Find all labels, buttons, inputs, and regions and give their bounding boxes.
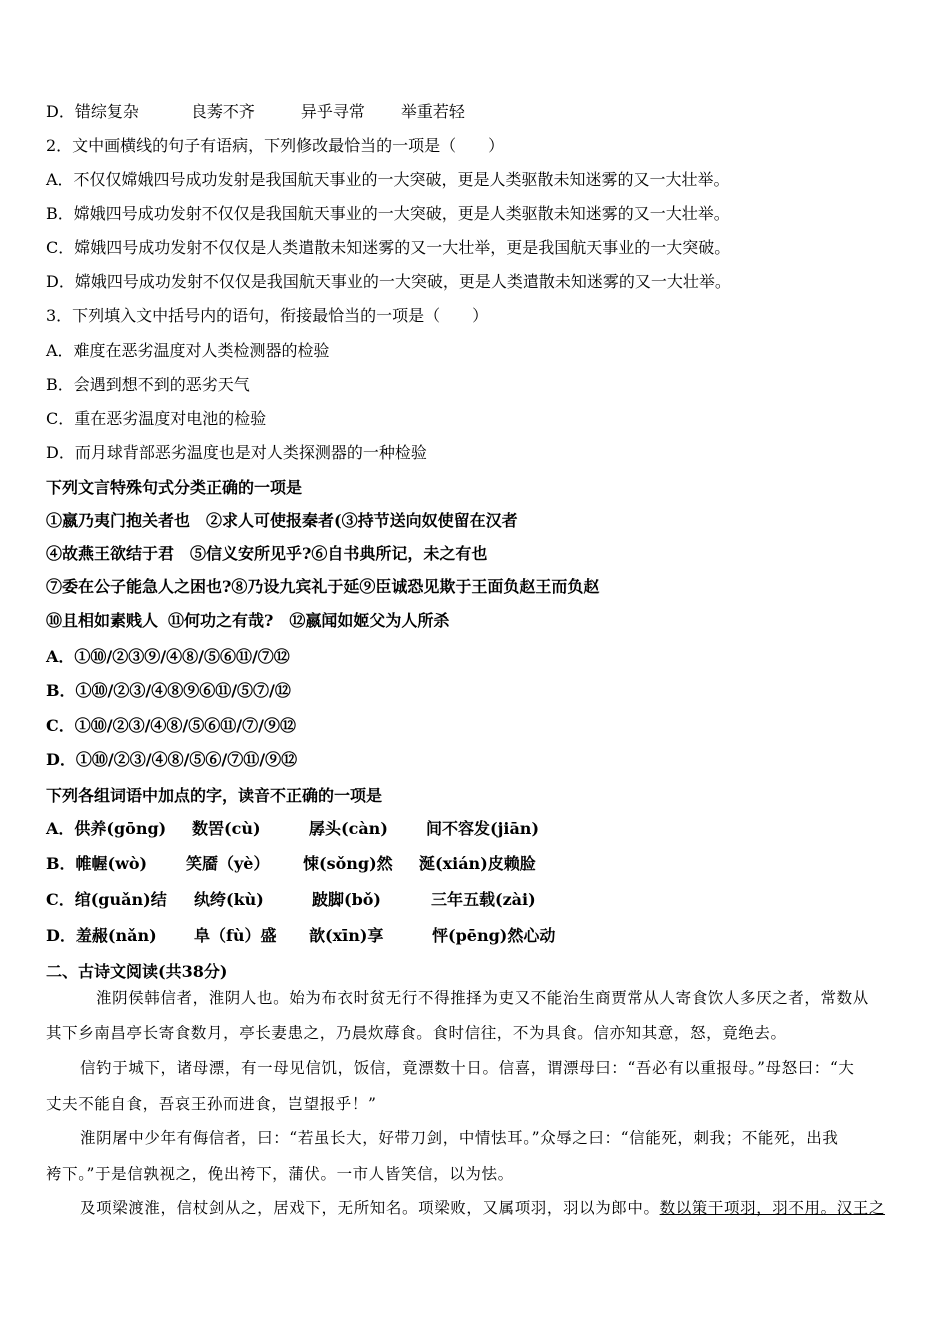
q4-option-c: C．①⑩/②③/④⑧/⑤⑥⑪/⑦/⑨⑫ xyxy=(46,716,296,735)
q5-option-b xyxy=(46,854,536,874)
section-heading: 二、古诗文阅读(共38分) xyxy=(46,962,228,981)
q1-option-d-label: D．错综复杂 xyxy=(46,102,139,121)
q2-option-c: C．嫦娥四号成功发射不仅仅是人类遣散未知迷雾的又一大壮举，更是我国航天事业的一大突破。 xyxy=(46,238,731,257)
q3-option-a: A．难度在恶劣温度对人类检测器的检验 xyxy=(46,341,330,360)
q5-d-word4: 怦(pēng)然心动 xyxy=(432,926,556,945)
q2-option-b: B．嫦娥四号成功发射不仅仅是我国航天事业的一大突破，更是人类驱散未知迷雾的又一大壮举。 xyxy=(46,204,730,223)
passage-p1-line1: 淮阴侯韩信者，淮阴人也。始为布衣时贫无行不得推择为吏又不能治生商贾常从人寄食饮人多厌之者，常数从 xyxy=(96,989,869,1007)
q5-c-word1: C．绾(guǎn)结 xyxy=(46,890,167,909)
q4-option-d: D．①⑩/②③/④⑧/⑤⑥/⑦⑪/⑨⑫ xyxy=(46,750,298,769)
q5-c-word3: 跛脚(bǒ) xyxy=(312,890,382,909)
passage-p2-line2: 丈夫不能自食，吾哀王孙而进食，岂望报乎！” xyxy=(46,1095,377,1113)
q5-b-word4: 涎(xián)皮赖脸 xyxy=(419,854,536,873)
q2-option-d: D．嫦娥四号成功发射不仅仅是我国航天事业的一大突破，更是人类遣散未知迷雾的又一大壮举。 xyxy=(46,272,731,291)
q1-option-d xyxy=(46,102,465,122)
q5-d-word1: D．羞赧(nǎn) xyxy=(46,926,157,945)
q5-b-word1: B．帷幄(wò) xyxy=(46,854,148,873)
passage-p1-line2: 其下乡南昌亭长寄食数月，亭长妻患之，乃晨炊蓐食。食时信往，不为具食。信亦知其意，怒，竟绝去。 xyxy=(46,1024,787,1042)
q3-option-d: D．而月球背部恶劣温度也是对人类探测器的一种检验 xyxy=(46,443,427,462)
q5-c-word4: 三年五载(zài) xyxy=(431,890,536,909)
q4-row1-a: ①嬴乃夷门抱关者也 xyxy=(46,511,191,530)
q5-b-word3: 悚(sǒng)然 xyxy=(303,854,393,873)
passage-p3-line1: 淮阴屠中少年有侮信者，曰：“若虽长大，好带刀剑，中情怯耳。”众辱之曰：“信能死，刺我；不能死，出我 xyxy=(80,1129,839,1147)
q5-c-word2: 纨绔(kù) xyxy=(194,890,264,909)
passage-p3-line2: 袴下。”于是信孰视之，俛出袴下，蒲伏。一市人皆笑信，以为怯。 xyxy=(46,1165,514,1183)
q3-option-b: B．会遇到想不到的恶劣天气 xyxy=(46,375,250,394)
q5-option-a xyxy=(46,819,539,839)
q4-row2-b: ⑤信义安所见乎?⑥自书典所记，未之有也 xyxy=(190,544,488,563)
q1-option-d-word3: 异乎寻常 xyxy=(300,102,365,121)
q1-option-d-word4: 举重若轻 xyxy=(400,102,465,121)
q2-option-a: A．不仅仅嫦娥四号成功发射是我国航天事业的一大突破，更是人类驱散未知迷雾的又一大壮举。 xyxy=(46,170,730,189)
q3-stem: 3．下列填入文中括号内的语句，衔接最恰当的一项是（ ） xyxy=(46,306,489,325)
q5-a-word3: 孱头(càn) xyxy=(309,819,388,838)
q4-option-b: B．①⑩/②③/④⑧⑨⑥⑪/⑤⑦/⑫ xyxy=(46,681,291,700)
q4-sentence-row xyxy=(46,544,487,564)
q4-sentence-row xyxy=(46,577,599,597)
q5-stem: 下列各组词语中加点的字，读音不正确的一项是 xyxy=(46,786,383,805)
q5-option-d xyxy=(46,926,555,946)
q4-stem: 下列文言特殊句式分类正确的一项是 xyxy=(46,478,303,497)
q4-row4-b: ⑪何功之有哉? ⑫嬴闻如姬父为人所杀 xyxy=(168,611,450,630)
q4-row1-b: ②求人可使报秦者(③持节送向奴使留在汉者 xyxy=(206,511,518,530)
q4-row4-a: ⑩且相如素贱人 xyxy=(46,611,159,630)
q5-b-word2: 笑靥（yè） xyxy=(186,854,270,873)
q5-option-c xyxy=(46,890,536,910)
q5-d-word2: 阜（fù）盛 xyxy=(194,926,277,945)
passage-p2-line1: 信钓于城下，诸母漂，有一母见信饥，饭信，竟漂数十日。信喜，谓漂母曰：“吾必有以重报母。”母怒曰：“大 xyxy=(80,1059,855,1077)
q1-option-d-word2: 良莠不齐 xyxy=(190,102,255,121)
underlined-sentence: 数以策干项羽，羽不用。汉王之 xyxy=(659,1199,886,1217)
q5-d-word3: 歆(xīn)享 xyxy=(309,926,384,945)
q4-row3-a: ⑦委在公子能急人之困也?⑧乃设九宾礼于延⑨臣诚恐见欺于王面负赵王而负赵 xyxy=(46,577,600,596)
passage-p4-line1 xyxy=(80,1198,885,1218)
q5-a-word2: 数罟(cù) xyxy=(192,819,261,838)
q4-sentence-row xyxy=(46,511,518,531)
q3-option-c: C．重在恶劣温度对电池的检验 xyxy=(46,409,267,428)
q4-sentence-row xyxy=(46,611,449,631)
q4-option-a: A．①⑩/②③⑨/④⑧/⑤⑥⑪/⑦⑫ xyxy=(46,647,290,666)
q5-a-word1: A．供养(gōng) xyxy=(46,819,167,838)
q2-stem: 2．文中画横线的句子有语病，下列修改最恰当的一项是（ ） xyxy=(46,136,505,155)
q4-row2-a: ④故燕王欲结于君 xyxy=(46,544,175,563)
q5-a-word4: 间不容发(jiān) xyxy=(426,819,540,838)
passage-p4-text: 及项梁渡淮，信杖剑从之，居戏下，无所知名。项梁败，又属项羽，羽以为郎中。 xyxy=(80,1199,660,1217)
